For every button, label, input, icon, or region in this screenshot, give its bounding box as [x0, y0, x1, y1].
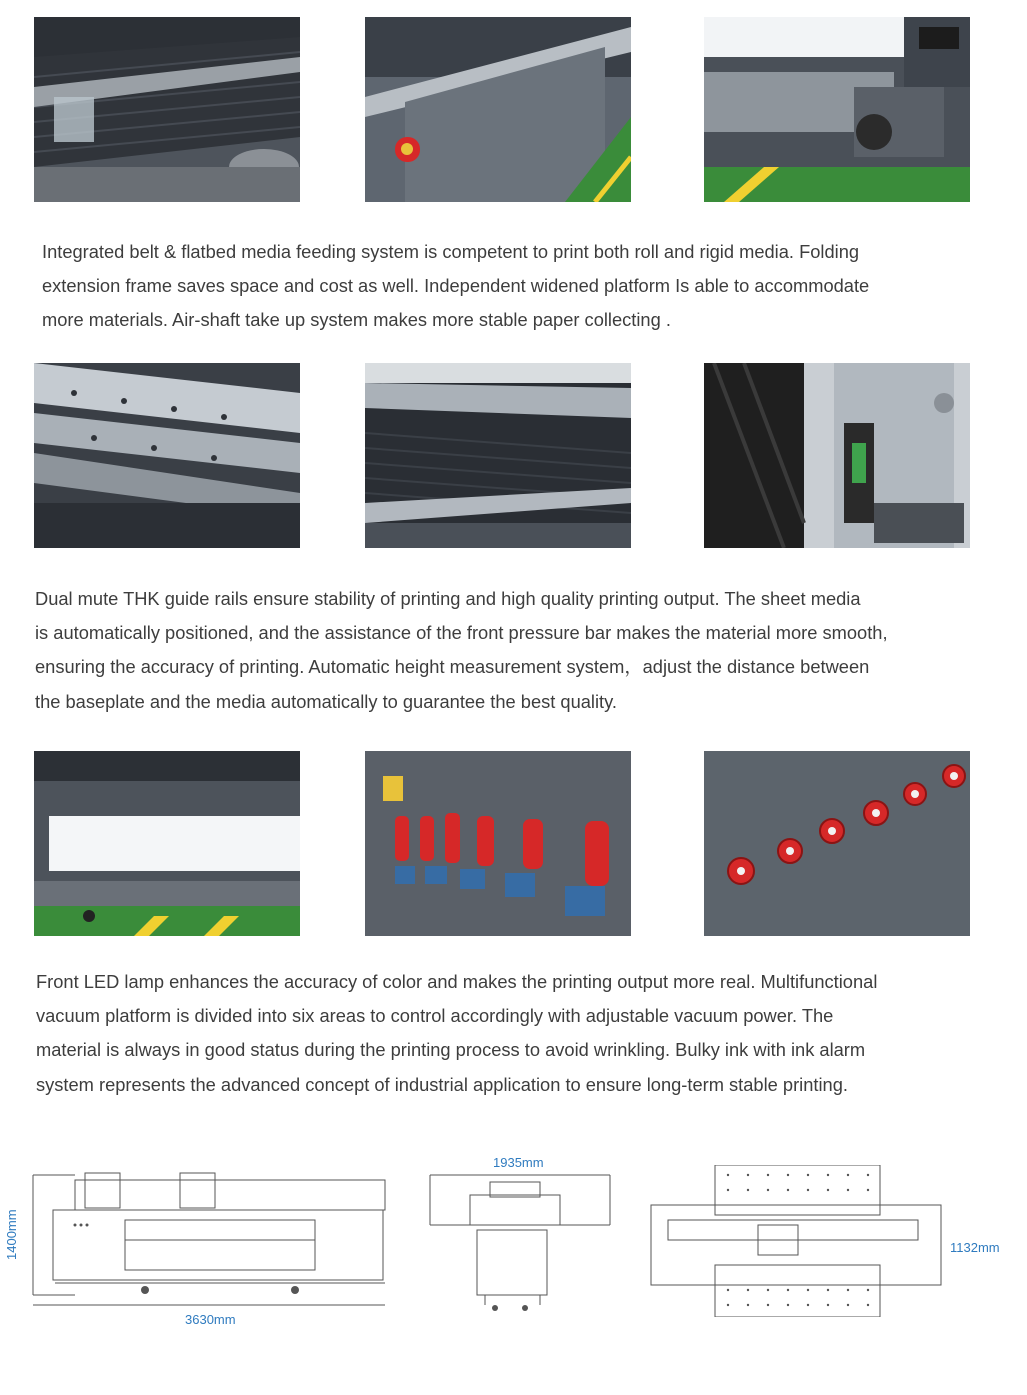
height-sensor-photo [704, 363, 970, 548]
pressure-bar-photo [365, 363, 631, 548]
front-width-label: 3630mm [185, 1312, 236, 1327]
front-view-drawing [25, 1165, 395, 1315]
air-shaft-photo [704, 17, 970, 202]
front-height-label: 1400mm [4, 1209, 19, 1260]
feeding-frame-photo [365, 17, 631, 202]
guide-rail-photo [34, 363, 300, 548]
side-view-drawing [425, 1170, 615, 1315]
ink-alarm-photo [704, 751, 970, 936]
vacuum-switches-photo [365, 751, 631, 936]
belt-feeding-photo [34, 17, 300, 202]
top-view-drawing [648, 1165, 948, 1317]
section-1-text: Integrated belt & flatbed media feeding system is competent to print both roll and rigid media. Folding extension frame saves space and cost as well. Independent widened platform Is able to accommodate more materials. Air-shaft take up system makes more stable paper collecting . [42, 241, 870, 331]
side-width-label: 1935mm [493, 1155, 544, 1170]
led-lamp-photo [34, 751, 300, 936]
top-depth-label: 1132mm [950, 1240, 1000, 1255]
section-3-text: Front LED lamp enhances the accuracy of color and makes the printing output more real. Multifunctional vacuum platform is divided into six areas to control accordingly with adjustable vacuum power. The material is always in good status during the printing process to avoid wrinkling. Bulky ink with ink alarm system represents the advanced concept of industrial application to ensure long-term stable printing. [36, 971, 878, 1095]
section-2-text: Dual mute THK guide rails ensure stability of printing and high quality printing output. The sheet media is automatically positioned, and the assistance of the front pressure bar makes the material more smooth, ensuring the accuracy of printing. Automatic height measurement system，adjust the distance between the baseplate and the media automatically to guarantee the best quality. [35, 588, 888, 712]
